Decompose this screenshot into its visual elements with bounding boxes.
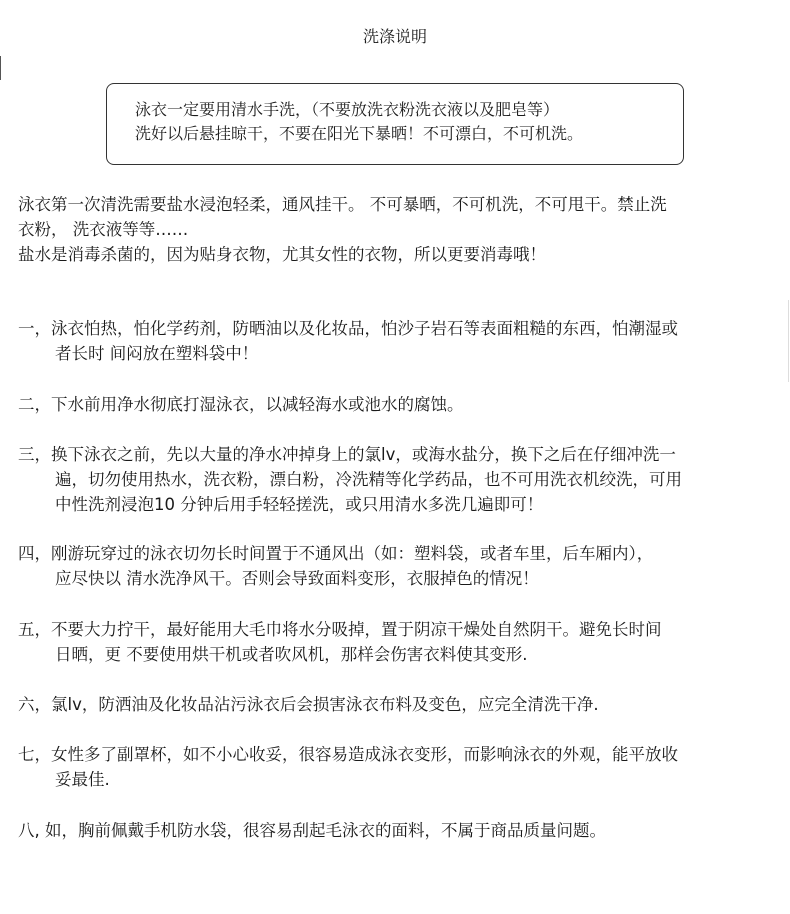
instruction-item-2 (18, 392, 782, 417)
instruction-line: 日晒，更 不要使用烘干机或者吹风机，那样会伤害衣料使其变形. (55, 645, 528, 664)
instruction-item-8 (18, 818, 782, 843)
instruction-item-4 (18, 541, 782, 591)
instruction-line: 七，女性多了副罩杯，如不小心收妥，很容易造成泳衣变形，而影响泳衣的外观，能平放收 (18, 745, 678, 764)
instruction-line: 应尽快以 清水洗净风干。否则会导致面料变形，衣服掉色的情况！ (55, 569, 539, 588)
notice-line-1: 泳衣一定要用清水手洗，（不要放洗衣粉洗衣液以及肥皂等） (135, 100, 560, 119)
notice-line-2: 洗好以后悬挂晾干，不要在阳光下暴晒！不可漂白，不可机洗。 (135, 124, 584, 143)
notice-box (106, 83, 684, 165)
instruction-line: 者长时 间闷放在塑料袋中！ (55, 344, 259, 363)
instruction-item-7 (18, 742, 782, 792)
instruction-line: 中性洗剂浸泡10 分钟后用手轻轻搓洗，或只用清水多洗几遍即可！ (55, 495, 544, 514)
instruction-line: 四，刚游玩穿过的泳衣切勿长时间置于不通风出（如：塑料袋，或者车里，后车厢内）， (18, 544, 654, 563)
right-edge-mark (788, 300, 789, 382)
instruction-line: 六，氯lv，防洒油及化妆品沾污泳衣后会损害泳衣布料及变色，应完全清洗干净. (18, 695, 599, 714)
instruction-line: 五，不要大力拧干，最好能用大毛巾将水分吸掉，置于阴凉干燥处自然阴干。避免长时间 (18, 620, 662, 639)
intro-paragraph (18, 192, 782, 267)
instruction-line: 一，泳衣怕热，怕化学药剂，防晒油以及化妆品，怕沙子岩石等表面粗糙的东西，怕潮湿或 (18, 319, 678, 338)
instruction-item-5 (18, 617, 782, 667)
intro-line-3: 盐水是消毒杀菌的，因为贴身衣物，尤其女性的衣物，所以更要消毒哦！ (18, 245, 546, 264)
instruction-line: 妥最佳. (55, 770, 110, 789)
instruction-item-3 (18, 442, 782, 517)
instruction-line: 三，换下泳衣之前，先以大量的净水冲掉身上的氯lv，或海水盐分，换下之后在仔细冲洗一 (18, 445, 676, 464)
page-title: 洗涤说明 (362, 27, 427, 46)
left-edge-mark (0, 56, 1, 80)
intro-line-1: 泳衣第一次清洗需要盐水浸泡轻柔，通风挂干。 不可暴晒，不可机洗，不可甩干。禁止洗 (18, 195, 667, 214)
instruction-line: 二，下水前用净水彻底打湿泳衣，以减轻海水或池水的腐蚀。 (18, 395, 464, 414)
instruction-line: 八, 如，胸前佩戴手机防水袋，很容易刮起毛泳衣的面料，不属于商品质量问题。 (18, 821, 606, 840)
instruction-line: 遍，切勿使用热水，洗衣粉，漂白粉，冷洗精等化学药品，也不可用洗衣机绞洗，可用 (55, 470, 682, 489)
intro-line-2: 衣粉， 洗衣液等等…… (18, 220, 189, 239)
instruction-item-6 (18, 692, 782, 717)
instruction-item-1 (18, 316, 782, 366)
